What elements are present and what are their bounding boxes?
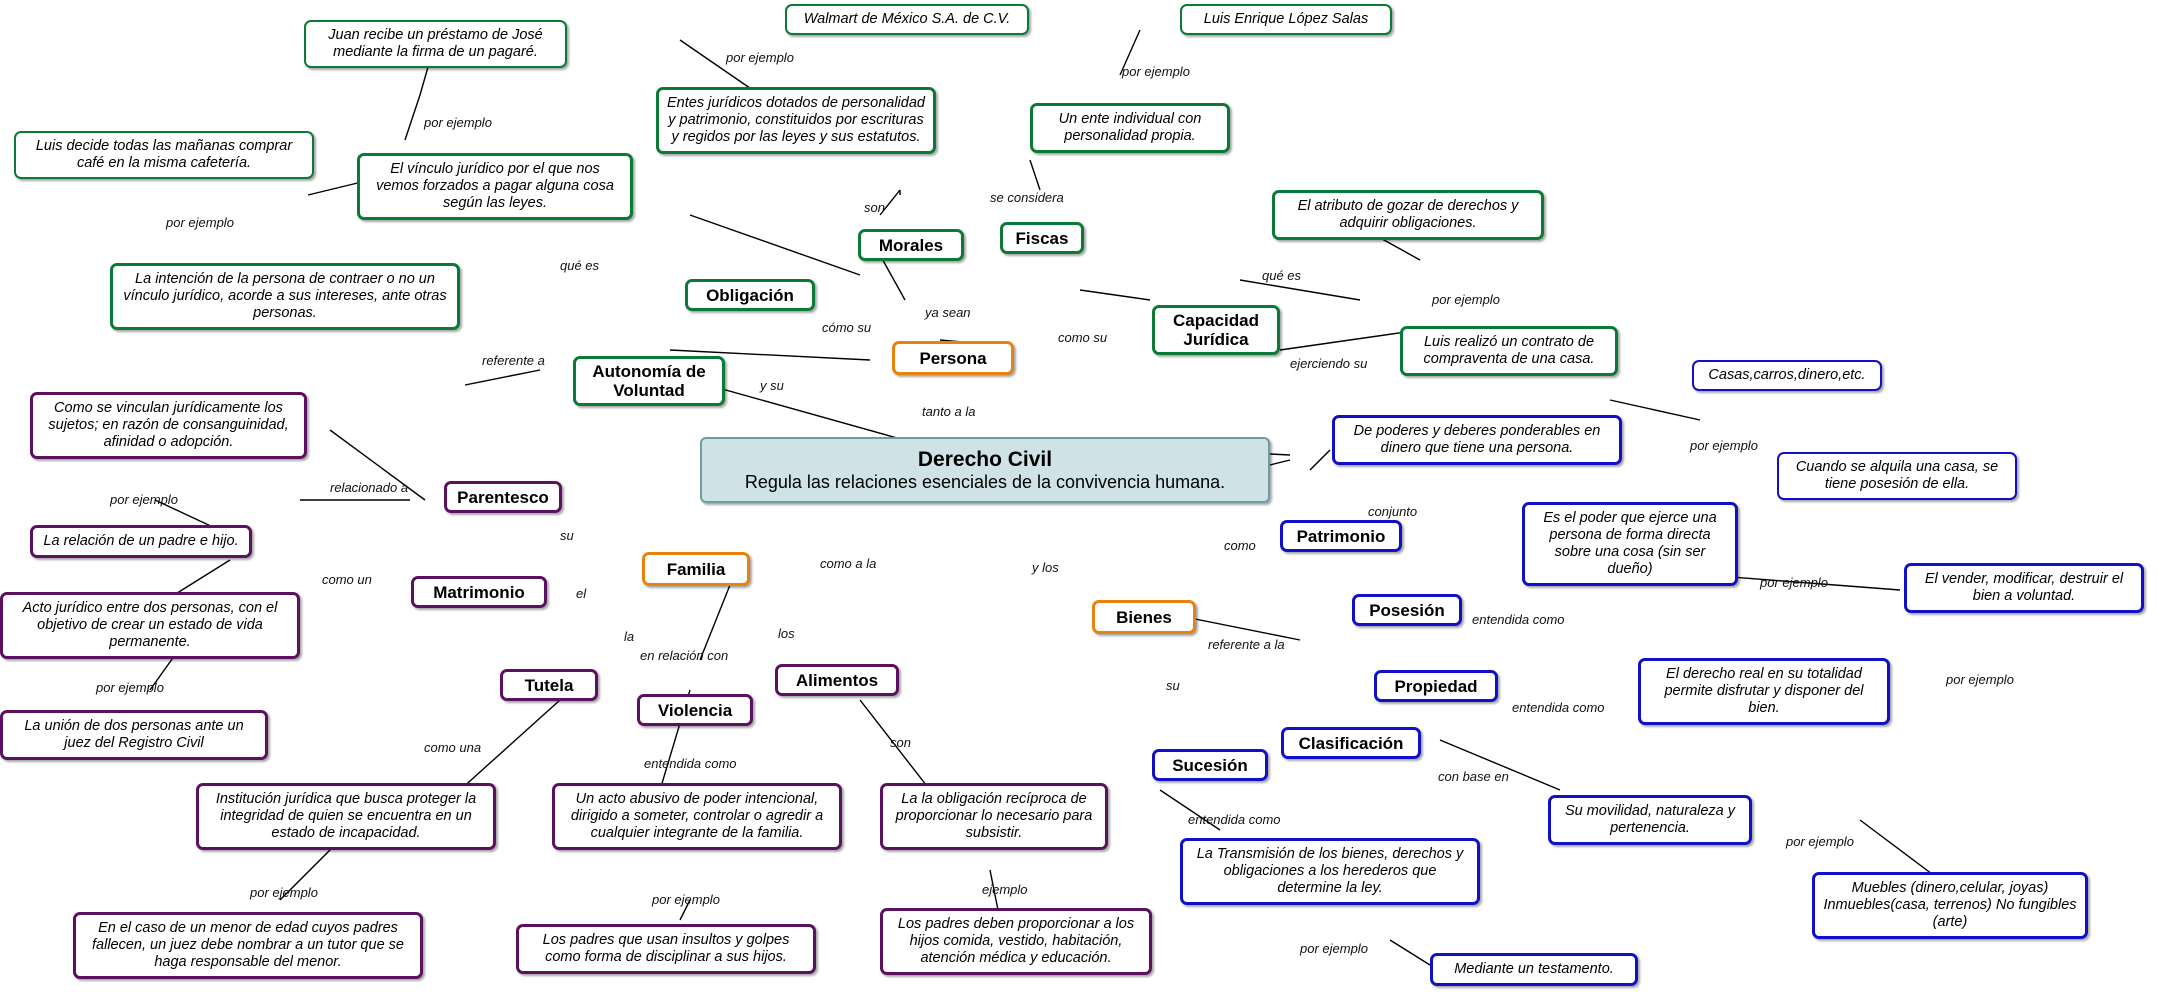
node-example-muebles-inmuebles[interactable]: Muebles (dinero,celular, joyas) Inmuebles(casa, terrenos) No fungibles (arte) (1812, 872, 2088, 939)
link-label-43: por ejemplo (652, 892, 720, 907)
link-label-26: entendida como (1472, 612, 1565, 627)
node-def-parentesco[interactable]: Como se vinculan jurídicamente los sujetos; en razón de consanguinidad, afinidad o adopción. (30, 392, 307, 459)
node-example-compraventa[interactable]: Luis realizó un contrato de compraventa de una casa. (1400, 326, 1618, 376)
link-label-39: son (890, 735, 911, 750)
node-alimentos[interactable]: Alimentos (775, 664, 899, 696)
link-label-44: ejemplo (982, 882, 1028, 897)
link-label-20: como a la (820, 556, 877, 571)
node-def-tutela[interactable]: Institución jurídica que busca proteger la integridad de quien se encuentra en un estado de incapacidad. (196, 783, 496, 850)
link-label-23: como (1224, 538, 1256, 553)
link-label-36: su (1166, 678, 1180, 693)
node-def-clasificacion[interactable]: Su movilidad, naturaleza y pertenencia. (1548, 795, 1752, 845)
node-def-patrimonio[interactable]: De poderes y deberes ponderables en dinero que tiene una persona. (1332, 415, 1622, 465)
node-example-insultos-golpes[interactable]: Los padres que usan insultos y golpes como forma de disciplinar a sus hijos. (516, 924, 816, 974)
link-label-29: como un (322, 572, 372, 587)
node-example-tutor-menor[interactable]: En el caso de un menor de edad cuyos padres fallecen, un juez debe nombrar a un tutor que se haga responsable del menor. (73, 912, 423, 979)
center-subtitle: Regula las relaciones esenciales de la convivencia humana. (744, 471, 1226, 492)
node-example-alquila-casa[interactable]: Cuando se alquila una casa, se tiene posesión de ella. (1777, 452, 2017, 500)
link-label-12: como su (1058, 330, 1108, 345)
link-label-25: por ejemplo (1760, 575, 1828, 590)
node-matrimonio[interactable]: Matrimonio (411, 576, 547, 608)
node-example-cafeteria[interactable]: Luis decide todas las mañanas comprar café en la misma cafetería. (14, 131, 314, 179)
node-sucesion[interactable]: Sucesión (1152, 749, 1268, 781)
link-label-14: y su (760, 378, 784, 393)
node-obligacion[interactable]: Obligación (685, 279, 815, 311)
node-def-persona-fisica[interactable]: Un ente individual con personalidad propia. (1030, 103, 1230, 153)
link-label-35: por ejemplo (1946, 672, 2014, 687)
link-label-4: por ejemplo (166, 215, 234, 230)
node-propiedad[interactable]: Propiedad (1374, 670, 1498, 702)
link-label-10: ya sean (925, 305, 971, 320)
link-label-27: referente a la (1208, 637, 1285, 652)
node-patrimonio[interactable]: Patrimonio (1280, 520, 1402, 552)
node-morales[interactable]: Morales (858, 229, 964, 261)
node-def-matrimonio[interactable]: Acto jurídico entre dos personas, con el objetivo de crear un estado de vida permanente. (0, 592, 300, 659)
link-label-9: por ejemplo (1432, 292, 1500, 307)
link-label-3: por ejemplo (1122, 64, 1190, 79)
node-example-union-juez[interactable]: La unión de dos personas ante un juez del Registro Civil (0, 710, 268, 760)
node-autonomia-voluntad[interactable]: Autonomía de Voluntad (573, 356, 725, 406)
link-label-32: los (778, 626, 795, 641)
link-label-45: por ejemplo (1300, 941, 1368, 956)
link-label-24: por ejemplo (1690, 438, 1758, 453)
link-label-34: entendida como (1512, 700, 1605, 715)
node-persona[interactable]: Persona (892, 341, 1014, 375)
node-example-vender-modificar[interactable]: El vender, modificar, destruir el bien a voluntad. (1904, 563, 2144, 613)
link-label-13: ejerciendo su (1290, 356, 1368, 371)
link-label-38: entendida como (644, 756, 737, 771)
node-def-obligacion[interactable]: El vínculo jurídico por el que nos vemos forzados a pagar alguna cosa según las leyes. (357, 153, 633, 220)
link-label-1: por ejemplo (424, 115, 492, 130)
node-def-sucesion[interactable]: La Transmisión de los bienes, derechos y obligaciones a los herederos que determine la ley. (1180, 838, 1480, 905)
link-label-7: qué es (560, 258, 600, 273)
link-label-11: cómo su (822, 320, 872, 335)
link-label-6: se considera (990, 190, 1064, 205)
node-def-alimentos[interactable]: La la obligación recíproca de proporcionar lo necesario para subsistir. (880, 783, 1108, 850)
link-label-37: como una (424, 740, 482, 755)
node-def-propiedad[interactable]: El derecho real en su totalidad permite disfrutar y disponer del bien. (1638, 658, 1890, 725)
node-example-padres-proporcionar[interactable]: Los padres deben proporcionar a los hijos comida, vestido, habitación, atención médica y educación. (880, 908, 1152, 975)
node-example-casas-carros[interactable]: Casas,carros,dinero,etc. (1692, 360, 1882, 391)
node-def-capacidad-juridica[interactable]: El atributo de gozar de derechos y adquirir obligaciones. (1272, 190, 1544, 240)
node-def-posesion[interactable]: Es el poder que ejerce una persona de forma directa sobre una cosa (sin ser dueño) (1522, 502, 1738, 586)
center-title: Derecho Civil (917, 447, 1053, 471)
node-center-derecho-civil[interactable] (700, 437, 1270, 503)
link-label-18: por ejemplo (110, 492, 178, 507)
link-label-30: por ejemplo (96, 680, 164, 695)
link-label-22: conjunto (1368, 504, 1418, 519)
node-capacidad-juridica[interactable]: Capacidad Jurídica (1152, 305, 1280, 355)
link-label-21: y los (1032, 560, 1059, 575)
link-label-33: en relación con (640, 648, 729, 663)
link-label-5: son (864, 200, 885, 215)
node-example-testamento[interactable]: Mediante un testamento. (1430, 953, 1638, 986)
node-def-autonomia-voluntad[interactable]: La intención de la persona de contraer o no un vínculo jurídico, acorde a sus intereses, ante otras personas. (110, 263, 460, 330)
node-clasificacion[interactable]: Clasificación (1281, 727, 1421, 759)
node-def-violencia[interactable]: Un acto abusivo de poder intencional, dirigido a someter, controlar o agredir a cualquier integrante de la familia. (552, 783, 842, 850)
link-label-16: tanto a la (922, 404, 976, 419)
node-example-walmart[interactable]: Walmart de México S.A. de C.V. (785, 4, 1029, 35)
node-parentesco[interactable]: Parentesco (444, 481, 562, 513)
link-label-28: el (576, 586, 587, 601)
link-label-17: relacionado a (330, 480, 409, 495)
link-label-46: por ejemplo (1786, 834, 1854, 849)
link-label-15: referente a (482, 353, 545, 368)
link-label-31: la (624, 629, 635, 644)
node-example-padre-hijo[interactable]: La relación de un padre e hijo. (30, 525, 252, 558)
link-label-40: con base en (1438, 769, 1509, 784)
link-label-19: su (560, 528, 574, 543)
node-example-prestamo[interactable]: Juan recibe un préstamo de José mediante la firma de un pagaré. (304, 20, 567, 68)
node-example-luis-enrique[interactable]: Luis Enrique López Salas (1180, 4, 1392, 35)
node-def-personas-morales[interactable]: Entes jurídicos dotados de personalidad y patrimonio, constituidos por escrituras y regidos por las leyes y sus estatutos. (656, 87, 936, 154)
link-label-2: por ejemplo (726, 50, 794, 65)
node-posesion[interactable]: Posesión (1352, 594, 1462, 626)
node-fiscas[interactable]: Fiscas (1000, 222, 1084, 254)
node-tutela[interactable]: Tutela (500, 669, 598, 701)
link-label-41: entendida como (1188, 812, 1281, 827)
node-familia[interactable]: Familia (642, 552, 750, 586)
node-violencia[interactable]: Violencia (637, 694, 753, 726)
link-label-8: qué es (1262, 268, 1302, 283)
link-label-42: por ejemplo (250, 885, 318, 900)
node-bienes[interactable]: Bienes (1092, 600, 1196, 634)
